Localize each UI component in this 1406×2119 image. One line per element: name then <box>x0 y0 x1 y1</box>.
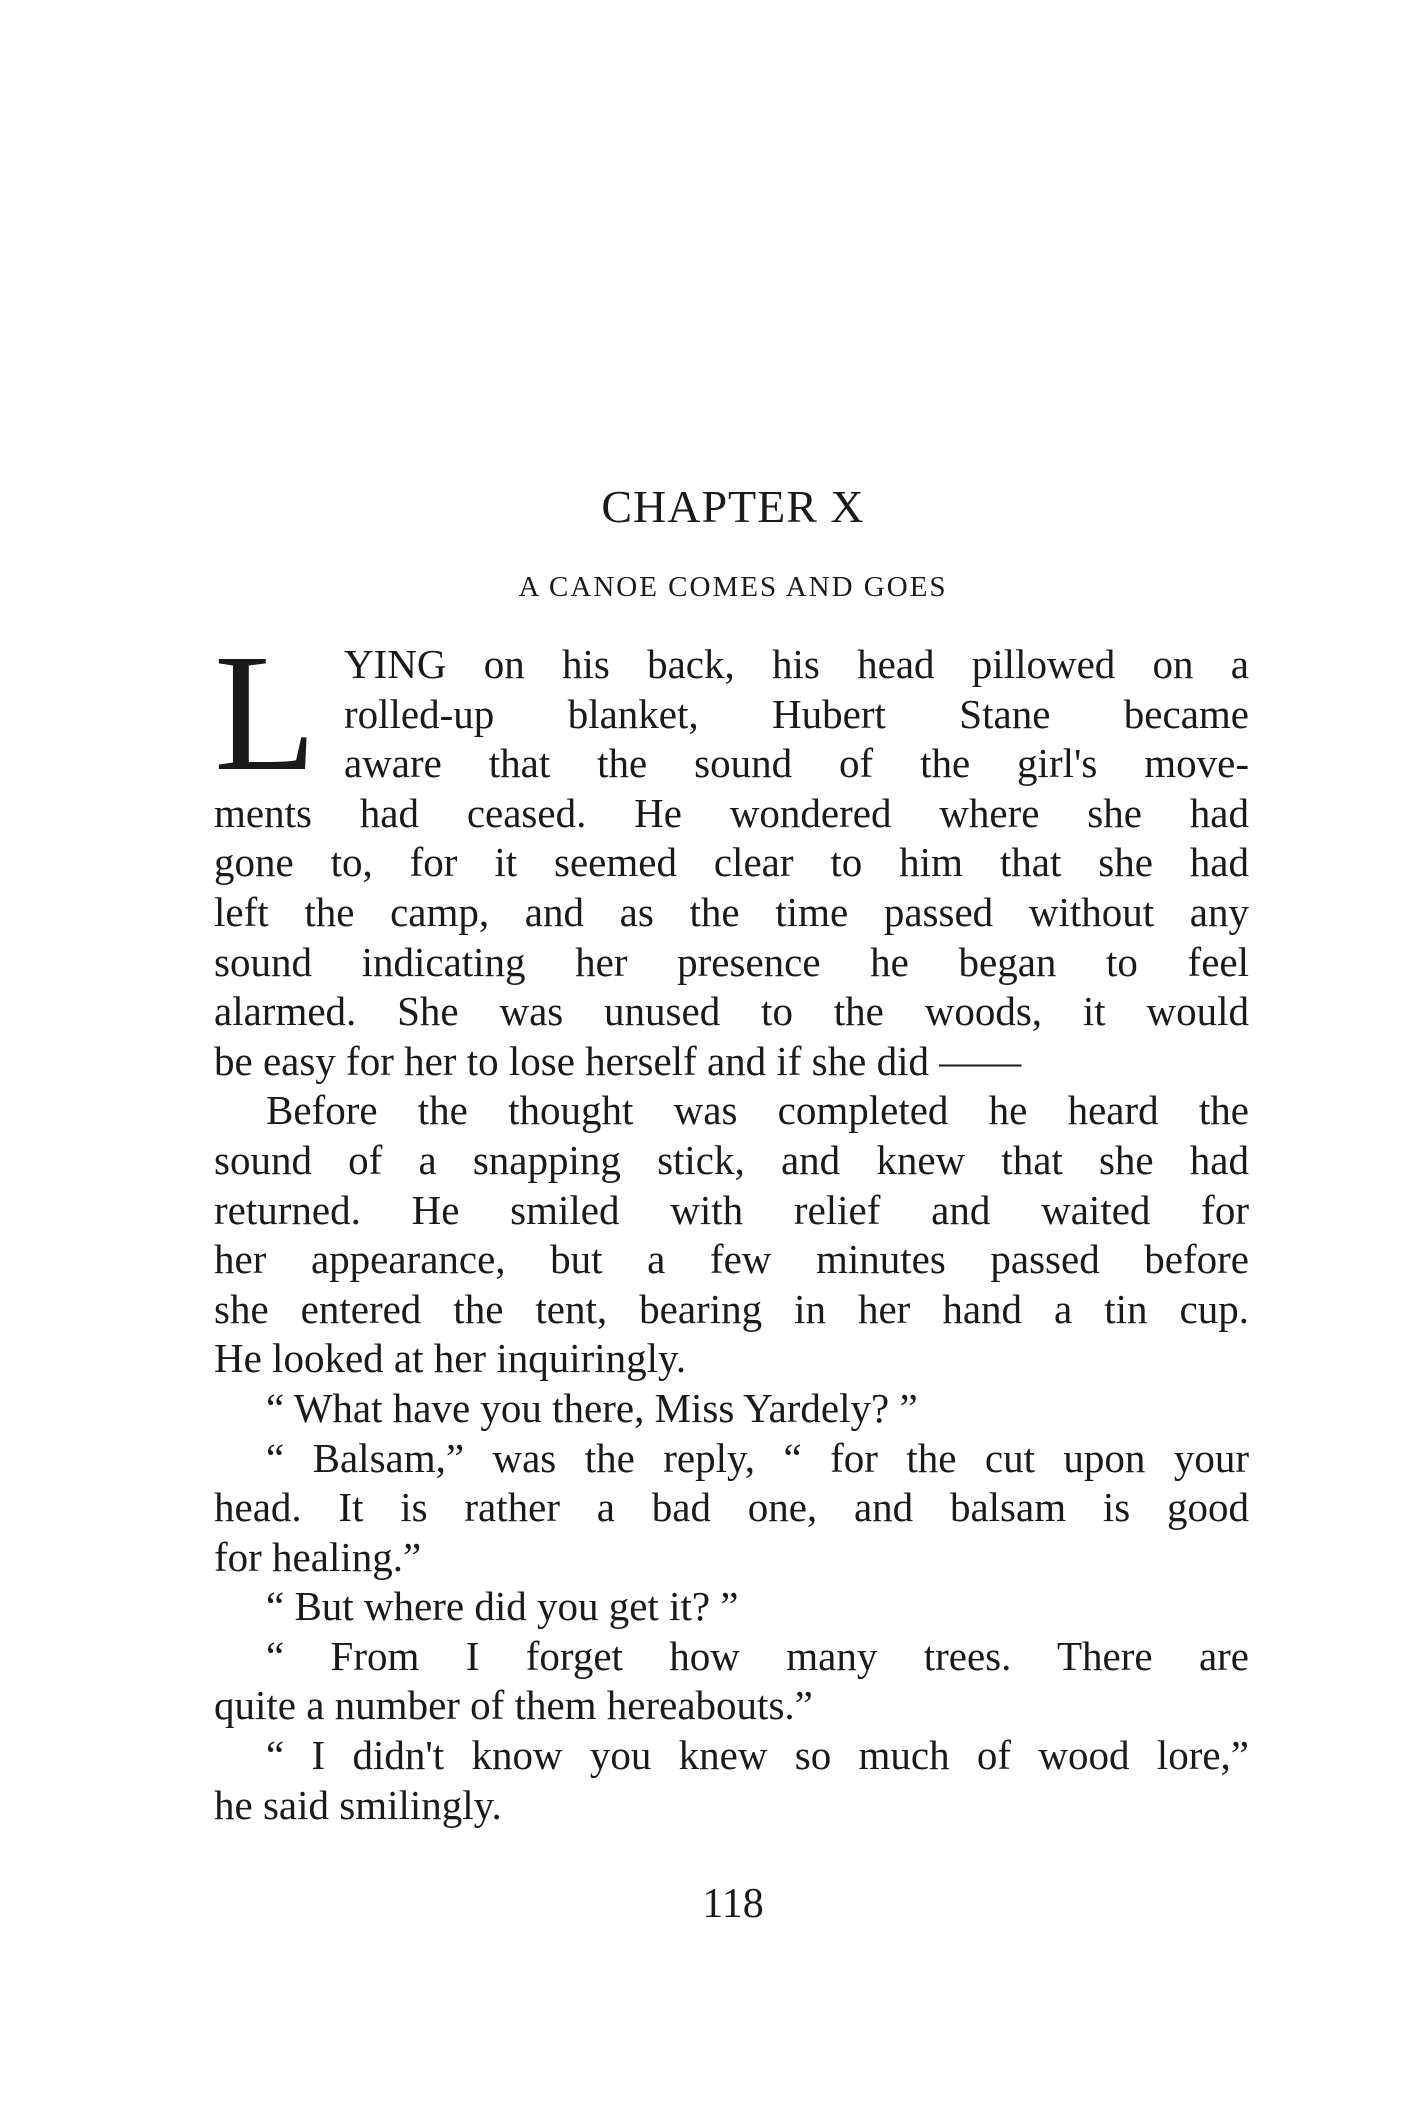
text-line: “ But where did you get it? ” <box>266 1583 739 1630</box>
page-number: 118 <box>702 1881 764 1927</box>
text-line: left the camp, and as the time passed without any <box>214 888 1249 935</box>
text-line: gone to, for it seemed clear to him that she had <box>214 839 1249 886</box>
drop-cap-letter: L <box>214 620 317 806</box>
text-line: she entered the tent, bearing in her hand a tin cup. <box>214 1285 1249 1332</box>
text-line: aware that the sound of the girl's move- <box>344 740 1249 787</box>
text-line: sound indicating her presence he began to feel <box>214 938 1249 985</box>
text-line: “ From I forget how many trees. There are <box>266 1632 1249 1679</box>
text-line: sound of a snapping stick, and knew that she had <box>214 1136 1249 1183</box>
text-line: “ What have you there, Miss Yardely? ” <box>266 1384 918 1431</box>
body-text <box>214 620 1249 1830</box>
text-line: He looked at her inquiringly. <box>214 1335 687 1382</box>
text-line: YING on his back, his head pillowed on a <box>344 641 1249 687</box>
chapter-subtitle: A CANOE COMES AND GOES <box>518 571 948 603</box>
text-line: “ I didn't know you knew so much of wood lore,” <box>266 1732 1249 1779</box>
text-line: head. It is rather a bad one, and balsam is good <box>214 1484 1249 1531</box>
text-line: her appearance, but a few minutes passed before <box>214 1236 1249 1283</box>
text-line: be easy for her to lose herself and if she did —— <box>214 1037 1022 1084</box>
text-line: ments had ceased. He wondered where she had <box>214 789 1249 836</box>
text-line: he said smilingly. <box>214 1781 502 1828</box>
text-line: alarmed. She was unused to the woods, it would <box>214 988 1249 1035</box>
chapter-title: CHAPTER X <box>601 481 865 532</box>
text-line: quite a number of them hereabouts.” <box>214 1682 813 1729</box>
text-line: for healing.” <box>214 1533 422 1580</box>
text-line: “ Balsam,” was the reply, “ for the cut upon your <box>266 1434 1249 1481</box>
text-line: Before the thought was completed he heard the <box>266 1087 1249 1134</box>
text-line: returned. He smiled with relief and waited for <box>214 1186 1249 1233</box>
text-line: rolled-up blanket, Hubert Stane became <box>344 690 1249 737</box>
